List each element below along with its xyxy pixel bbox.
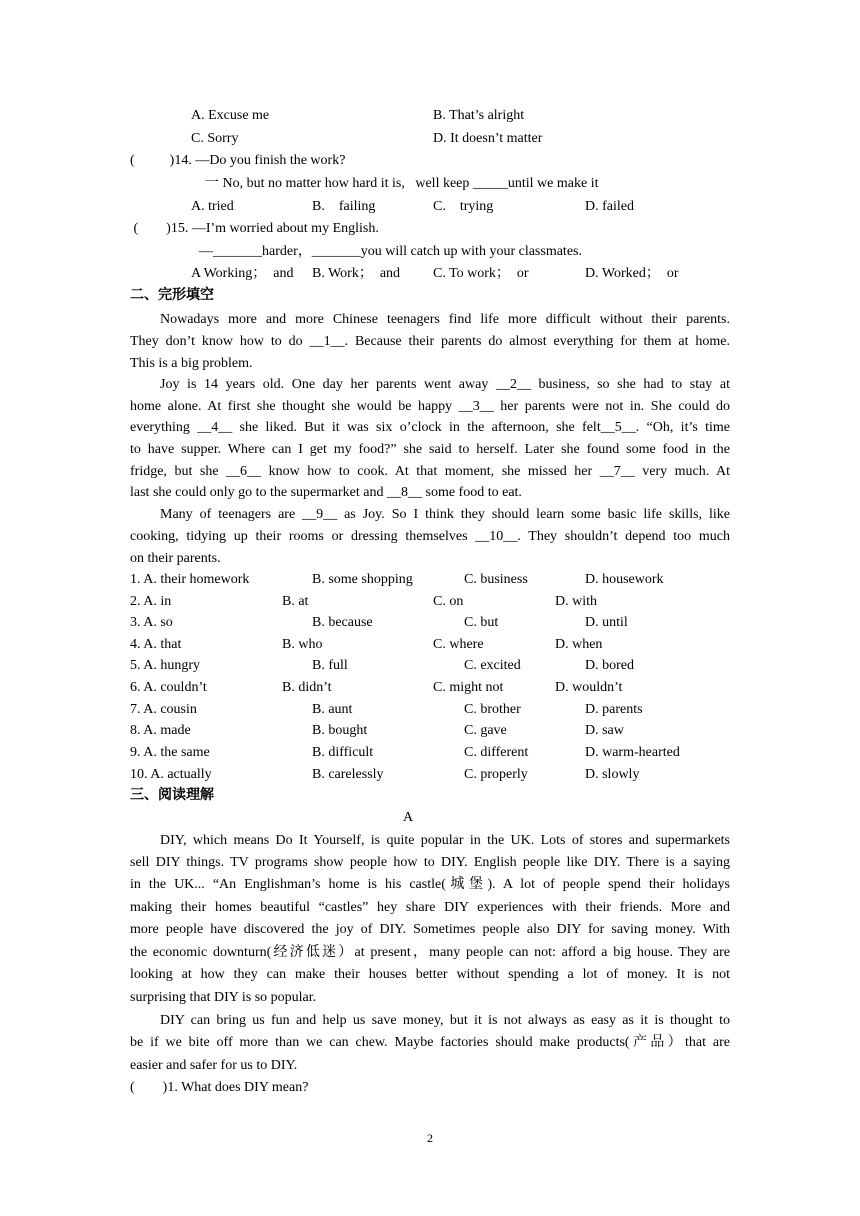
option-row-1-c: C. business xyxy=(464,572,528,587)
passage-a-p1-line7: looking at how they can make their houses better without spending a lot of money. It is not xyxy=(130,967,730,982)
option-row-7-b: B. aunt xyxy=(312,702,353,717)
q13-option-a: A. Excuse me xyxy=(191,108,270,123)
option-row-4-b: B. who xyxy=(282,637,323,652)
passage-a-p1-line8: surprising that DIY is so popular. xyxy=(130,990,317,1005)
cloze-p2-line4: to have supper. Where can I get my food?” she said to herself. Later she found some food in the xyxy=(130,442,730,457)
q15-option-c: C. To work； or xyxy=(433,266,529,281)
passage-a-p1-line3: in the UK... “An Englishman’s home is his castle(城堡). A lot of people spend their holidays xyxy=(130,877,730,892)
option-row-10-c: C. properly xyxy=(464,767,528,782)
q15-line2: —_______harder，_______you will catch up with your classmates. xyxy=(199,244,582,259)
passage-a-p2-line1: DIY can bring us fun and help us save money, but it is not always as easy as it is thought to xyxy=(160,1013,730,1028)
option-row-4-c: C. where xyxy=(433,637,484,652)
cloze-p2-line1: Joy is 14 years old. One day her parents went away __2__ business, so she had to stay at xyxy=(160,377,730,392)
option-row-9-b: B. difficult xyxy=(312,745,374,760)
option-row-6-b: B. didn’t xyxy=(282,680,332,695)
section3-title: 三、阅读理解 xyxy=(130,788,214,803)
q14-line2: 一 No, but no matter how hard it is, well keep _____until we make it xyxy=(205,176,599,191)
option-row-5-c: C. excited xyxy=(464,658,521,673)
page-number: 2 xyxy=(427,1131,433,1145)
option-row-2-c: C. on xyxy=(433,594,464,609)
option-row-2-b: B. at xyxy=(282,594,309,609)
cloze-p2-line2: home alone. At first she thought she would be happy __3__ her parents were not in. She could do xyxy=(130,399,730,414)
option-row-5-b: B. full xyxy=(312,658,348,673)
option-row-6-a: 6. A. couldn’t xyxy=(130,680,207,695)
option-row-1-b: B. some shopping xyxy=(312,572,413,587)
option-row-10-d: D. slowly xyxy=(585,767,640,782)
passage-a-p1-line1: DIY, which means Do It Yourself, is quite popular in the UK. Lots of stores and supermarkets xyxy=(160,833,730,848)
option-row-7-c: C. brother xyxy=(464,702,521,717)
option-row-8-a: 8. A. made xyxy=(130,723,191,738)
q14-stem: ( )14. —Do you finish the work? xyxy=(130,153,346,168)
q14-option-c: C. trying xyxy=(433,199,494,214)
option-row-2-a: 2. A. in xyxy=(130,594,172,609)
cloze-p2-line3: everything __4__ she liked. But it was six o’clock in the afternoon, she felt__5__. “Oh, it’s time xyxy=(130,420,730,435)
option-row-8-c: C. gave xyxy=(464,723,507,738)
passage-a-label: A xyxy=(402,810,414,825)
option-row-6-c: C. might not xyxy=(433,680,504,695)
passage-a-p1-line4: making their homes beautiful “castles” hey share DIY experiences with their friends. More and xyxy=(130,900,730,915)
cloze-p2-line5: fridge, but she __6__ know how to cook. At that moment, she missed her __7__ very much. At xyxy=(130,464,730,479)
q13-option-c: C. Sorry xyxy=(191,131,239,146)
option-row-10-b: B. carelessly xyxy=(312,767,384,782)
option-row-3-c: C. but xyxy=(464,615,499,630)
option-row-9-d: D. warm-hearted xyxy=(585,745,680,760)
option-row-10-a: 10. A. actually xyxy=(130,767,212,782)
option-row-9-a: 9. A. the same xyxy=(130,745,210,760)
q15-option-b: B. Work； and xyxy=(312,266,401,281)
option-row-4-a: 4. A. that xyxy=(130,637,182,652)
passage-a-p1-line6: the economic downturn(经济低迷）at present，many people can not: afford a big house. They are xyxy=(130,945,730,960)
passage-a-p1-line5: more people have discovered the joy of DIY. Sometimes people also DIY for saving money. With xyxy=(130,922,730,937)
option-row-9-c: C. different xyxy=(464,745,529,760)
cloze-p1-line2: They don’t know how to do __1__. Because their parents do almost everything for them at home. xyxy=(130,334,730,349)
q15-stem: ( )15. —I’m worried about my English. xyxy=(130,221,379,236)
option-row-5-a: 5. A. hungry xyxy=(130,658,200,673)
q14-option-a: A. tried xyxy=(191,199,234,214)
option-row-1-a: 1. A. their homework xyxy=(130,572,250,587)
q13-option-b: B. That’s alright xyxy=(433,108,525,123)
option-row-5-d: D. bored xyxy=(585,658,634,673)
q15-option-a: A Working； and xyxy=(191,266,294,281)
option-row-2-d: D. with xyxy=(555,594,597,609)
option-row-8-d: D. saw xyxy=(585,723,624,738)
cloze-p3-line2: cooking, tidying up their rooms or dressing themselves __10__. They shouldn’t depend too much xyxy=(130,529,730,544)
option-row-7-a: 7. A. cousin xyxy=(130,702,197,717)
cloze-p3-line1: Many of teenagers are __9__ as Joy. So I think they should learn some basic life skills, like xyxy=(160,507,730,522)
option-row-7-d: D. parents xyxy=(585,702,643,717)
option-row-3-a: 3. A. so xyxy=(130,615,173,630)
cloze-p3-line3: on their parents. xyxy=(130,551,221,566)
q13-option-d: D. It doesn’t matter xyxy=(433,131,543,146)
cloze-p2-line6: last she could only go to the supermarket and __8__ some food to eat. xyxy=(130,485,522,500)
option-row-3-b: B. because xyxy=(312,615,373,630)
option-row-1-d: D. housework xyxy=(585,572,664,587)
passage-a-question-1: ( )1. What does DIY mean? xyxy=(130,1080,309,1095)
q14-option-d: D. failed xyxy=(585,199,634,214)
passage-a-p2-line2: be if we bite off more than we can chew. Maybe factories should make products(产品）that are xyxy=(130,1035,730,1050)
option-row-8-b: B. bought xyxy=(312,723,368,738)
passage-a-p2-line3: easier and safer for us to DIY. xyxy=(130,1058,298,1073)
passage-a-p1-line2: sell DIY things. TV programs show people how to DIY. English people like DIY. There is a saying xyxy=(130,855,730,870)
option-row-6-d: D. wouldn’t xyxy=(555,680,623,695)
cloze-p1-line3: This is a big problem. xyxy=(130,356,253,371)
option-row-4-d: D. when xyxy=(555,637,603,652)
cloze-p1-line1: Nowadays more and more Chinese teenagers find life more difficult without their parents. xyxy=(160,312,730,327)
q14-option-b: B. failing xyxy=(312,199,376,214)
option-row-3-d: D. until xyxy=(585,615,628,630)
section2-title: 二、完形填空 xyxy=(130,288,214,303)
q15-option-d: D. Worked； or xyxy=(585,266,679,281)
